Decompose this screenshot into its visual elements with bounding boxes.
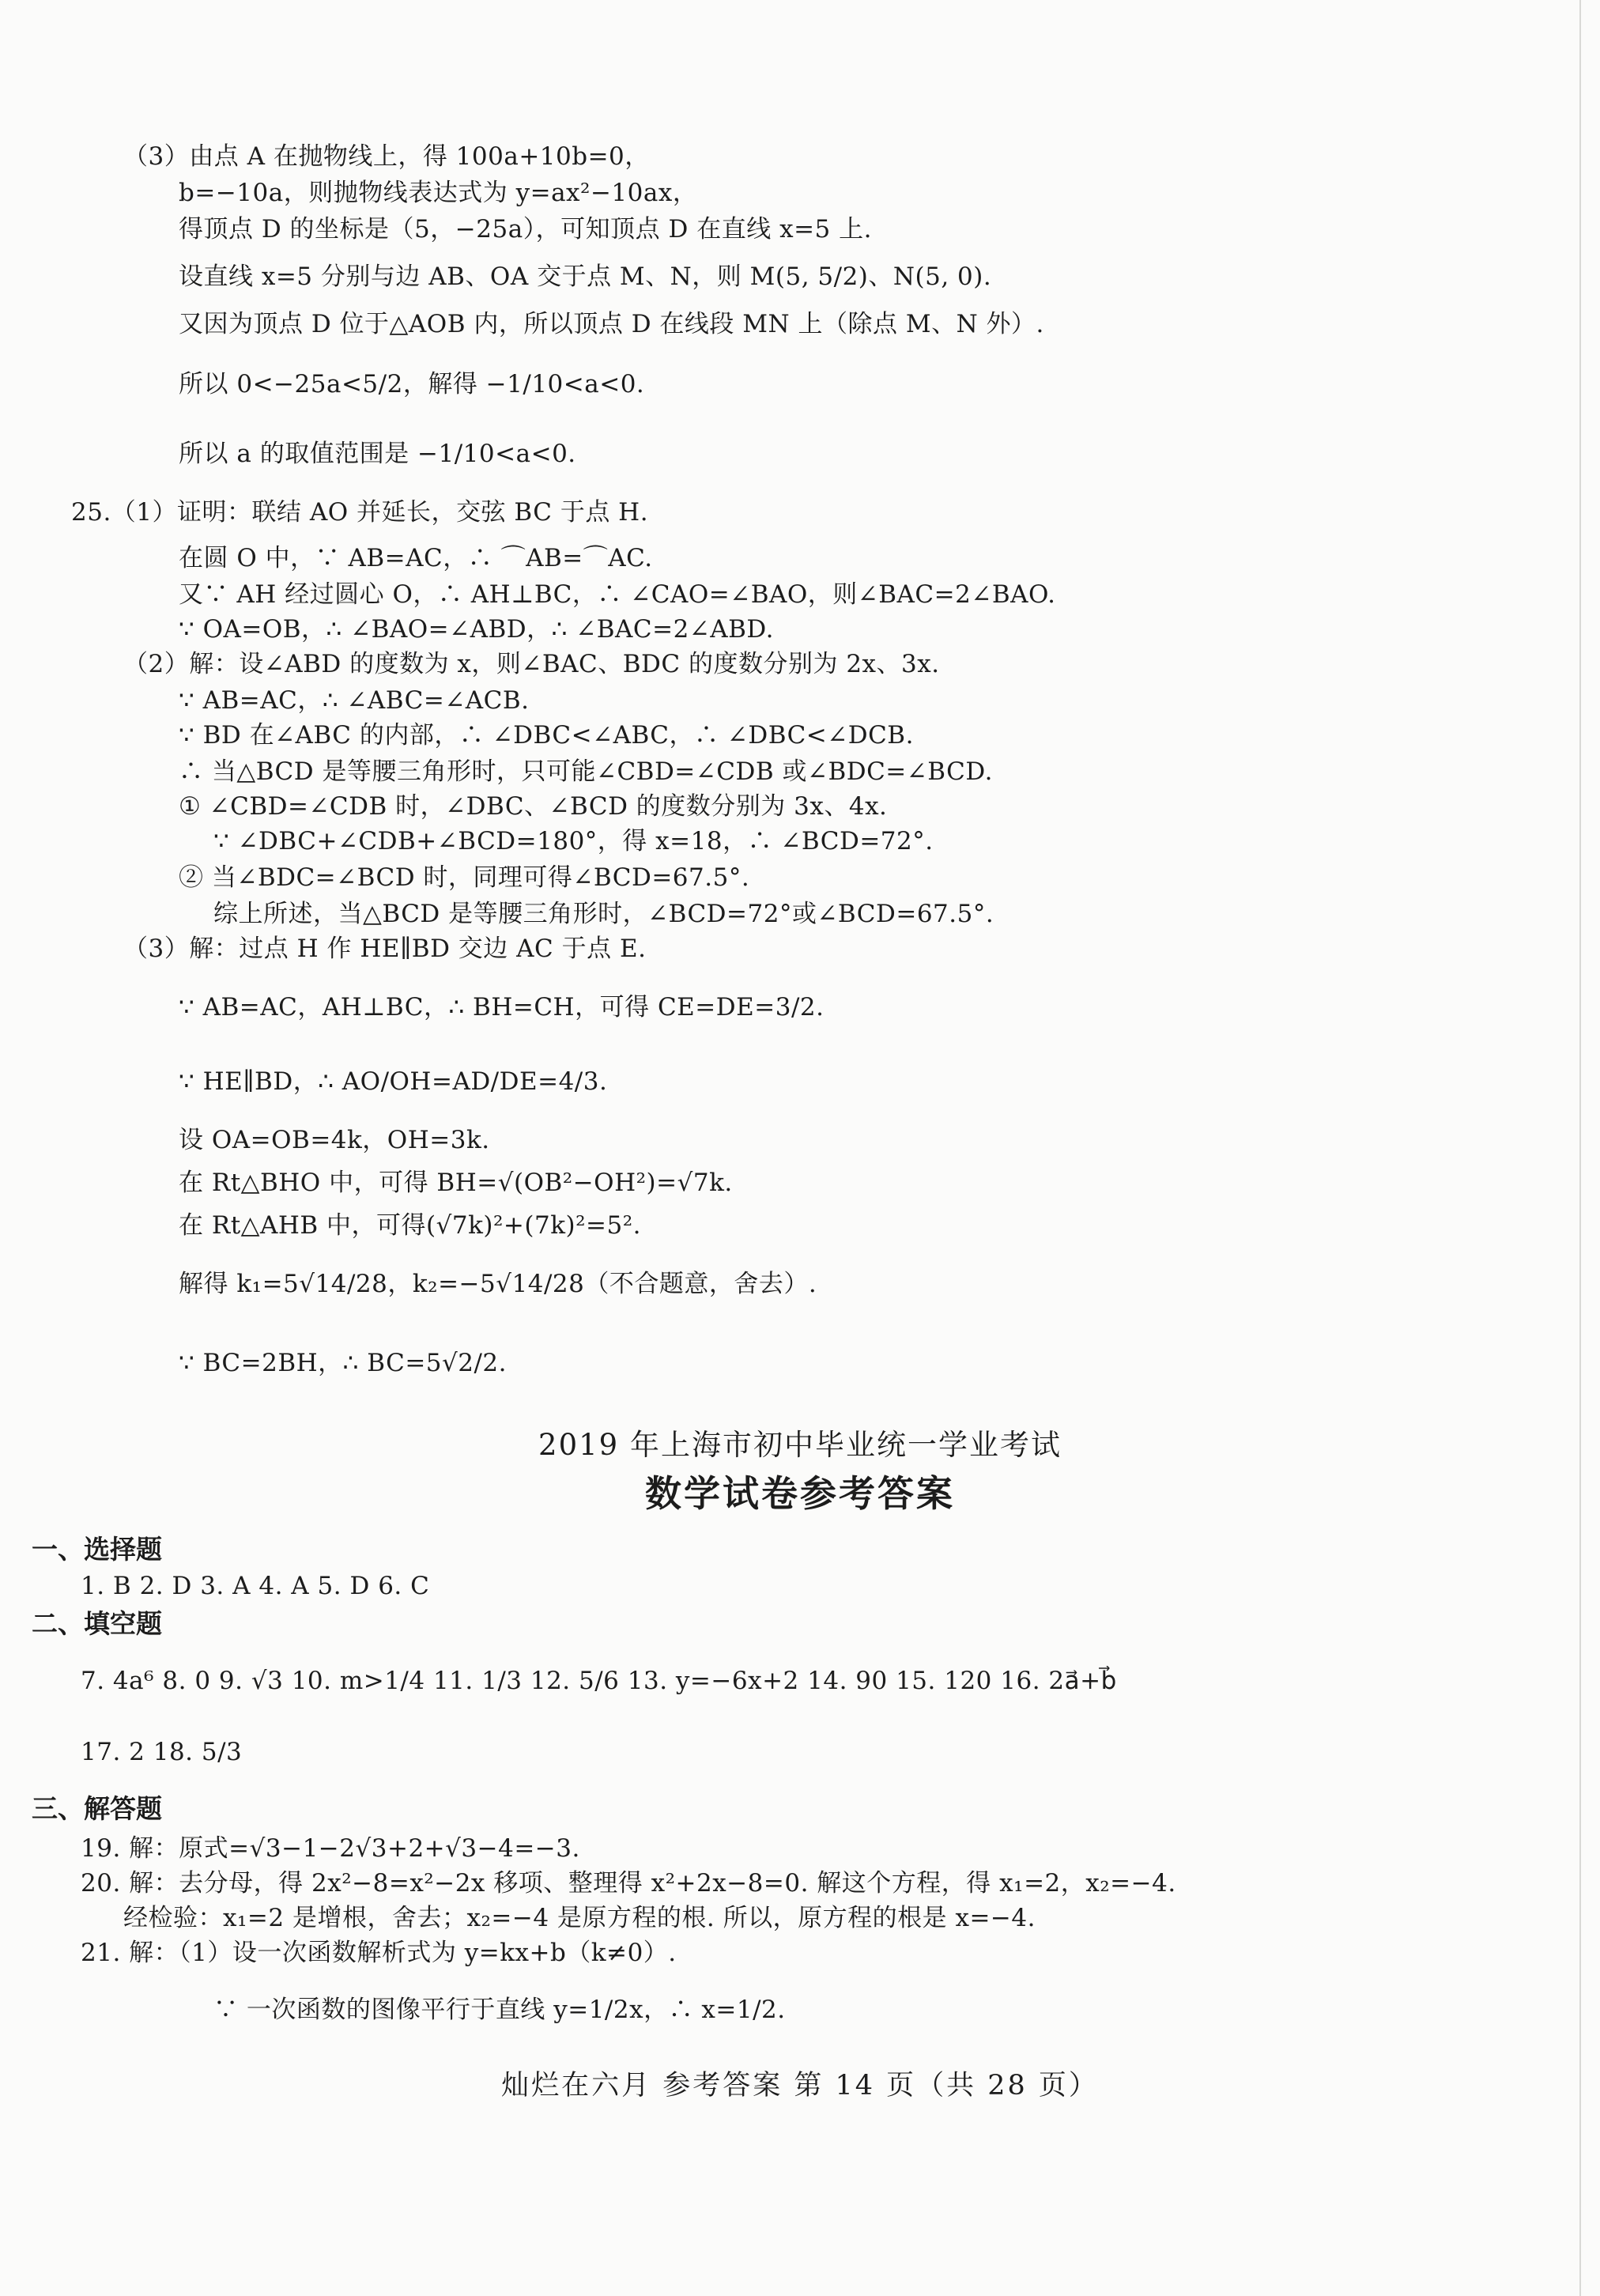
text-line: ∵ HE∥BD，∴ AO/OH=AD/DE=4/3. [179,1067,608,1096]
text-line: ① ∠CBD=∠CDB 时，∠DBC、∠BCD 的度数分别为 3x、4x. [179,792,888,821]
text-line: 21. 解：（1）设一次函数解析式为 y=kx+b（k≠0）. [81,1939,677,1967]
text-line: 得顶点 D 的坐标是（5，−25a），可知顶点 D 在直线 x=5 上. [179,215,872,244]
text-line: ∴ 当△BCD 是等腰三角形时，只可能∠CBD=∠CDB 或∠BDC=∠BCD. [179,757,993,786]
section-heading: 三、解答题 [32,1793,162,1824]
text-line: ∵ AB=AC，∴ ∠ABC=∠ACB. [179,686,530,715]
exam-title: 2019 年上海市初中毕业统一学业考试 [538,1428,1062,1462]
text-line: ② 当∠BDC=∠BCD 时，同理可得∠BCD=67.5°. [179,863,750,892]
text-line: 17. 2 18. 5/3 [81,1738,243,1766]
page-edge-line [1579,0,1581,2296]
text-line: （2）解：设∠ABD 的度数为 x，则∠BAC、BDC 的度数分别为 2x、3x. [123,650,940,678]
text-line: 解得 k₁=5√14/28，k₂=−5√14/28（不合题意，舍去）. [179,1270,817,1298]
text-line: （3）由点 A 在抛物线上，得 100a+10b=0， [123,142,650,171]
text-line: 在 Rt△AHB 中，可得(√7k)²+(7k)²=5². [179,1211,642,1240]
section-heading: 一、选择题 [32,1534,162,1565]
text-line: 25.（1）证明：联结 AO 并延长，交弦 BC 于点 H. [71,498,649,527]
text-line: 经检验：x₁=2 是增根，舍去；x₂=−4 是原方程的根. 所以，原方程的根是 x=−4. [123,1904,1036,1932]
text-line: ∵ 一次函数的图像平行于直线 y=1/2x，∴ x=1/2. [213,1996,786,2024]
text-line: ∵ OA=OB，∴ ∠BAO=∠ABD，∴ ∠BAC=2∠ABD. [179,615,775,644]
text-line: 又因为顶点 D 位于△AOB 内，所以顶点 D 在线段 MN 上（除点 M、N 外）. [179,310,1044,338]
page-footer: 灿烂在六月 参考答案 第 14 页（共 28 页） [501,2070,1099,2102]
text-line: 在圆 O 中，∵ AB=AC，∴ ⌒AB=⌒AC. [179,544,653,572]
text-line: 设直线 x=5 分别与边 AB、OA 交于点 M、N，则 M(5, 5/2)、N(5, 0). [179,262,992,291]
text-line: 综上所述，当△BCD 是等腰三角形时，∠BCD=72°或∠BCD=67.5°. [213,900,994,928]
text-line: ∵ BD 在∠ABC 的内部，∴ ∠DBC<∠ABC，∴ ∠DBC<∠DCB. [179,721,914,750]
text-line: ∵ ∠DBC+∠CDB+∠BCD=180°，得 x=18，∴ ∠BCD=72°. [213,827,934,855]
text-line: 1. B 2. D 3. A 4. A 5. D 6. C [81,1572,430,1600]
section-heading: 二、填空题 [32,1608,162,1639]
text-line: 又∵ AH 经过圆心 O，∴ AH⊥BC，∴ ∠CAO=∠BAO，则∠BAC=2∠BAO. [179,580,1056,609]
text-line: 所以 0<−25a<5/2，解得 −1/10<a<0. [179,370,645,398]
text-line: 7. 4a⁶ 8. 0 9. √3 10. m>1/4 11. 1/3 12. 5/6 13. y=−6x+2 14. 90 15. 120 16. 2a⃗+b⃗ [81,1667,1117,1695]
text-line: 20. 解：去分母，得 2x²−8=x²−2x 移项、整理得 x²+2x−8=0. 解这个方程，得 x₁=2，x₂=−4. [81,1869,1176,1898]
answer-key-title: 数学试卷参考答案 [645,1472,955,1515]
text-line: （3）解：过点 H 作 HE∥BD 交边 AC 于点 E. [123,935,647,963]
text-line: 所以 a 的取值范围是 −1/10<a<0. [179,440,576,468]
text-line: b=−10a，则抛物线表达式为 y=ax²−10ax， [179,179,698,207]
text-line: ∵ BC=2BH，∴ BC=5√2/2. [179,1349,508,1377]
text-line: 在 Rt△BHO 中，可得 BH=√(OB²−OH²)=√7k. [179,1169,733,1197]
text-line: ∵ AB=AC，AH⊥BC，∴ BH=CH，可得 CE=DE=3/2. [179,993,825,1021]
text-line: 设 OA=OB=4k，OH=3k. [179,1126,490,1154]
text-line: 19. 解：原式=√3−1−2√3+2+√3−4=−3. [81,1834,580,1863]
